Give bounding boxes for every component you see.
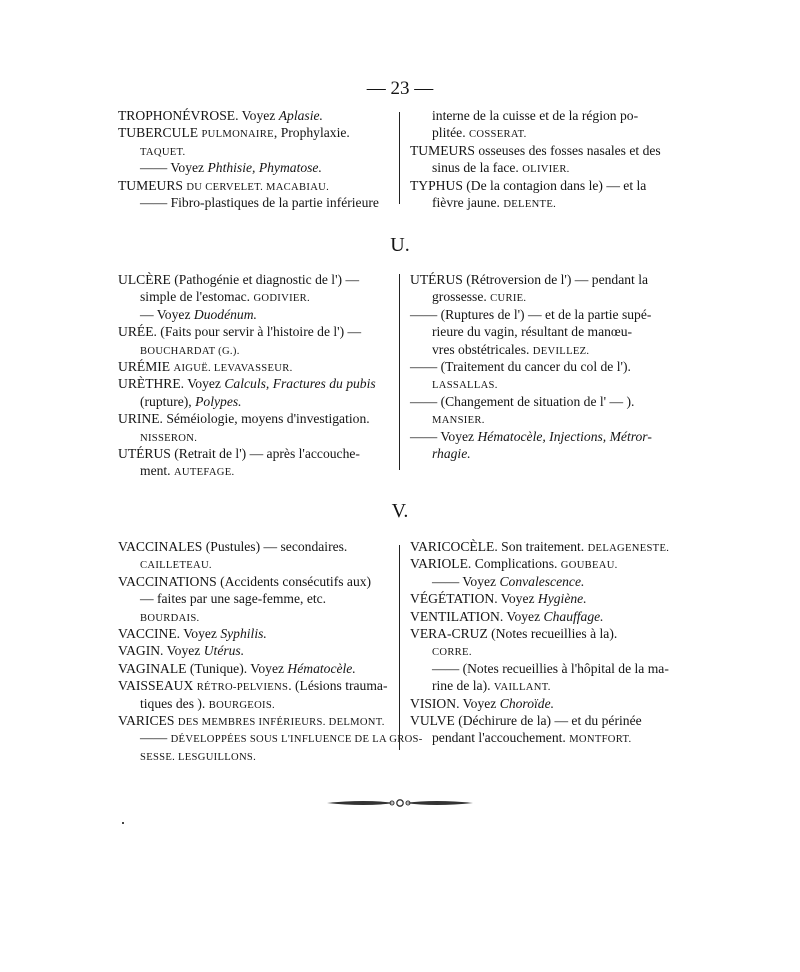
entry-smallcaps: BOUCHARDAT (G.). — [140, 345, 240, 357]
entry-text: VACCINALES (Pustules) — secondaires. — [118, 539, 348, 554]
entry-text: URÉE. (Faits pour servir à l'histoire de l') — — [118, 324, 362, 340]
entry-text: VAGINALE (Tunique). Voyez — [118, 660, 288, 676]
index-entry-line — [410, 177, 661, 194]
entry-smallcaps: COSSERAT. — [469, 129, 527, 141]
index-entry-line — [410, 124, 661, 141]
entry-text: URINE. Séméiologie, moyens d'investigation. — [118, 411, 370, 427]
index-entry-line — [410, 573, 669, 590]
index-entry-line — [410, 608, 669, 625]
index-entry-line — [410, 712, 669, 729]
index-entry-line — [410, 159, 661, 176]
entry-italic: Choroïde. — [499, 695, 554, 711]
index-entry-line — [118, 288, 376, 305]
end-ornament — [325, 795, 475, 811]
entry-text: (rupture), — [140, 393, 196, 409]
index-entry-line — [410, 695, 669, 712]
index-entry-line — [410, 358, 652, 375]
index-entry-line — [410, 642, 669, 659]
entry-text: VACCINATIONS (Accidents consécutifs aux) — [118, 573, 372, 589]
entry-smallcaps: DELAGENESTE. — [587, 543, 670, 554]
entry-text: VARIOLE. Complications. — [410, 556, 561, 572]
entry-text: —— Voyez — [432, 573, 500, 589]
entry-smallcaps: OLIVIER. — [522, 164, 570, 176]
entry-text: , Prophylaxie. — [273, 125, 350, 141]
entry-smallcaps: TAQUET. — [140, 146, 186, 158]
entry-smallcaps: BOURGEOIS. — [208, 699, 275, 711]
entry-text: VAISSEAUX — [118, 678, 197, 694]
index-entry-line — [118, 462, 376, 479]
entry-text: URÈTHRE. Voyez — [118, 376, 225, 392]
column-rule-v — [399, 545, 400, 750]
index-entry-line — [118, 573, 423, 590]
entry-text: UTÉRUS (Retrait de l') — après l'accouche- — [118, 445, 360, 461]
entry-text: VÉGÉTATION. Voyez — [410, 591, 538, 607]
index-entry-line — [118, 747, 423, 764]
section-heading-v: V. — [391, 500, 409, 522]
entry-smallcaps: BOURDAIS. — [140, 612, 200, 624]
index-entry-line — [410, 660, 669, 677]
entry-text: —— (Changement de situation de l' — ). — [410, 393, 635, 409]
entry-text: VERA-CRUZ (Notes recueillies à la). — [410, 625, 618, 641]
entry-text: —— Voyez — [410, 428, 478, 444]
column-rule-top — [399, 112, 400, 204]
index-entry-line — [118, 590, 423, 607]
entry-smallcaps: MANSIER. — [432, 415, 485, 427]
index-entry-line — [118, 306, 376, 323]
entry-smallcaps: PULMONAIRE — [201, 129, 274, 141]
entry-text: fièvre jaune. — [432, 194, 504, 210]
entry-italic: Phthisie, Phymatose. — [207, 160, 322, 176]
entry-text: —— — [140, 730, 171, 746]
index-entry-line — [118, 107, 379, 124]
entry-text: VISION. Voyez — [410, 695, 500, 711]
index-entry-line — [118, 159, 379, 176]
entry-text: . (Lésions trauma- — [288, 678, 388, 694]
entry-smallcaps: SESSE. LESGUILLONS. — [140, 751, 257, 763]
entry-smallcaps: GODIVIER. — [253, 293, 310, 305]
entry-text: tiques des ). — [140, 695, 209, 711]
entry-italic: rhagie. — [432, 445, 471, 461]
entry-text: TROPHONÉVROSE. Voyez — [118, 108, 279, 123]
entry-italic: Duodénum. — [193, 306, 257, 322]
index-entry-line — [118, 445, 376, 462]
index-entry-line — [118, 608, 423, 625]
index-entry-line — [410, 306, 652, 323]
entry-text: TUBERCULE — [118, 125, 202, 141]
entry-italic: Hygiène. — [537, 591, 587, 607]
index-entry-line — [410, 194, 661, 211]
entry-text: —— (Traitement du cancer du col de l'). — [410, 358, 631, 374]
entry-text: plitée. — [432, 125, 469, 141]
entry-text: vres obstétricales. — [432, 341, 533, 357]
index-entry-line — [118, 642, 423, 659]
entry-text: —— (Ruptures de l') — et de la partie supé- — [410, 306, 652, 322]
index-entry-line — [118, 375, 376, 392]
page-number: — 23 — — [366, 78, 434, 99]
index-entry-line — [118, 142, 379, 159]
entry-text: —— Fibro-plastiques de la partie inférieure — [140, 194, 379, 210]
index-entry-line — [118, 712, 423, 729]
entry-smallcaps: DU CERVELET. MACABIAU. — [186, 181, 330, 193]
entry-text: UTÉRUS (Rétroversion de l') — pendant la — [410, 272, 649, 287]
index-entry-line — [118, 341, 376, 358]
entry-smallcaps: NISSERON. — [140, 432, 198, 444]
entry-text: — Voyez — [140, 306, 194, 322]
index-entry-line — [118, 323, 376, 340]
entry-italic: Chauffage. — [543, 608, 604, 624]
index-entry-line — [410, 729, 669, 746]
index-entry-line — [410, 142, 661, 159]
v-right-column — [410, 538, 669, 747]
index-entry-line — [118, 410, 376, 427]
u-right-column — [410, 271, 652, 462]
index-entry-line — [118, 393, 376, 410]
entry-smallcaps: VAILLANT. — [493, 682, 551, 694]
entry-text: — faites par une sage-femme, etc. — [140, 591, 327, 607]
top-right-column — [410, 107, 661, 211]
entry-text: VULVE (Déchirure de la) — et du périnée — [410, 712, 642, 728]
entry-smallcaps: AUTEFAGE. — [173, 467, 235, 479]
print-speck — [122, 822, 124, 824]
index-entry-line — [118, 271, 376, 288]
index-entry-line — [118, 677, 423, 694]
index-entry-line — [410, 107, 661, 124]
index-entry-line — [118, 660, 423, 677]
entry-text: pendant l'accouchement. — [432, 730, 570, 746]
entry-italic: Polypes. — [195, 393, 242, 409]
index-entry-line — [410, 625, 669, 642]
entry-smallcaps: CAILLETEAU. — [140, 560, 212, 572]
entry-smallcaps: AIGUË. LEVAVASSEUR. — [173, 362, 293, 374]
entry-text: rieure du vagin, résultant de manœu- — [432, 324, 633, 340]
entry-italic: Utérus. — [203, 643, 245, 659]
entry-smallcaps: DELENTE. — [503, 198, 557, 210]
entry-italic: Syphilis. — [220, 625, 267, 641]
entry-text: ment. — [140, 463, 174, 479]
entry-text: VACCINE. Voyez — [118, 625, 221, 641]
entry-text: VENTILATION. Voyez — [410, 608, 544, 624]
index-entry-line — [410, 323, 652, 340]
index-entry-line — [410, 288, 652, 305]
entry-text: sinus de la face. — [432, 160, 523, 176]
entry-italic: Hématocèle. — [287, 660, 356, 676]
v-left-column — [118, 538, 423, 764]
entry-text: interne de la cuisse et de la région po- — [432, 108, 639, 123]
entry-text: VARICES — [118, 712, 178, 728]
index-entry-line — [118, 177, 379, 194]
entry-smallcaps: CORRE. — [432, 647, 472, 659]
index-entry-line — [118, 428, 376, 445]
entry-text: ULCÈRE (Pathogénie et diagnostic de l') — — [118, 272, 360, 287]
entry-italic: Hématocèle, Injections, Métror- — [477, 428, 652, 444]
index-entry-line — [118, 555, 423, 572]
entry-text: VARICOCÈLE. Son traitement. — [410, 539, 588, 554]
index-entry-line — [410, 538, 669, 555]
index-entry-line — [410, 271, 652, 288]
entry-text: —— Voyez — [140, 160, 208, 176]
column-rule-u — [399, 274, 400, 470]
entry-smallcaps: LASSALLAS. — [432, 380, 498, 392]
entry-text: URÉMIE — [118, 358, 174, 374]
entry-text: grossesse. — [432, 289, 491, 305]
entry-smallcaps: RÉTRO-PELVIENS — [196, 682, 289, 694]
index-entry-line — [118, 625, 423, 642]
entry-italic: Aplasie. — [278, 108, 323, 123]
index-entry-line — [118, 194, 379, 211]
index-entry-line — [410, 375, 652, 392]
index-entry-line — [118, 695, 423, 712]
index-entry-line — [410, 410, 652, 427]
entry-italic: Convalescence. — [499, 573, 585, 589]
entry-text: TUMEURS osseuses des fosses nasales et des — [410, 142, 661, 158]
index-entry-line — [410, 555, 669, 572]
index-entry-line — [118, 729, 423, 746]
entry-text: —— (Notes recueillies à l'hôpital de la ma- — [432, 660, 669, 676]
entry-smallcaps: DES MEMBRES INFÉRIEURS. DELMONT. — [177, 716, 385, 728]
index-entry-line — [410, 445, 652, 462]
index-entry-line — [118, 124, 379, 141]
entry-text: VAGIN. Voyez — [118, 643, 204, 659]
entry-text: TYPHUS (De la contagion dans le) — et la — [410, 177, 647, 193]
entry-text: simple de l'estomac. — [140, 289, 254, 305]
entry-text: rine de la). — [432, 678, 494, 694]
entry-smallcaps: DÉVELOPPÉES SOUS L'INFLUENCE DE LA GROS- — [170, 734, 423, 746]
index-entry-line — [410, 677, 669, 694]
entry-text: TUMEURS — [118, 177, 187, 193]
index-entry-line — [410, 393, 652, 410]
index-entry-line — [410, 341, 652, 358]
entry-smallcaps: DEVILLEZ. — [532, 345, 590, 357]
section-heading-u: U. — [390, 234, 410, 256]
index-entry-line — [410, 428, 652, 445]
top-left-column — [118, 107, 379, 211]
entry-smallcaps: MONTFORT. — [569, 734, 632, 746]
entry-smallcaps: GOUBEAU. — [560, 560, 618, 572]
index-entry-line — [118, 538, 423, 555]
u-left-column — [118, 271, 376, 480]
index-entry-line — [118, 358, 376, 375]
index-entry-line — [410, 590, 669, 607]
entry-smallcaps: CURIE. — [490, 293, 527, 305]
entry-italic: Calculs, Fractures du pubis — [224, 376, 376, 392]
